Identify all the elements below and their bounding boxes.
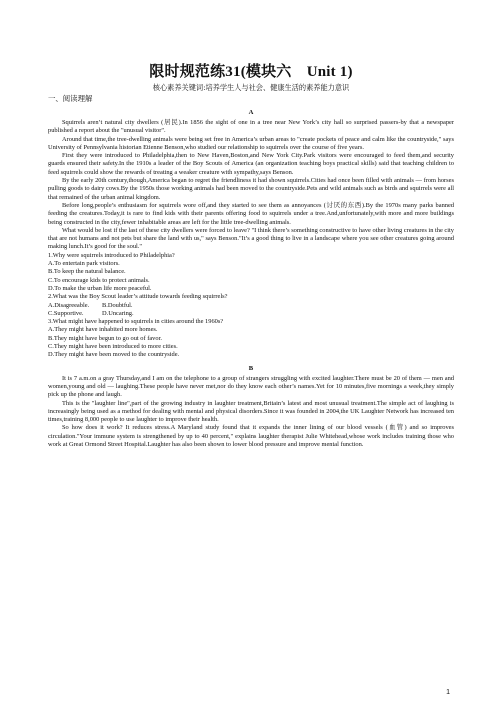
passage-a-paragraph-6: What would be lost if the last of these city dwellers were forced to leave? "I think there’s something constructive to have other living creatures in the city that are not humans and not pets but share the land with us," says Benson."It’s a good thing to live in a landscape where you see other creatures going around making lunch.It’s good for the soul.": [48, 226, 454, 251]
question-3-stem: 3.What might have happened to squirrels in cities around the 1960s?: [48, 318, 224, 326]
passage-b-paragraph-3: So how does it work? It reduces stress.A Maryland study found that it expands the inner lining of our blood vessels (血管) and so improves circulation."Your immune system is strengthened by up to 40 percent," explains laughter therapist Julie Whitehead,whose work includes training those who work at Great Ormond Street Hospital.Laughter has also been shown to lower blood pressure and improve mental function.: [48, 424, 454, 448]
passage-b-paragraph-1: It is 7 a.m.on a gray Thursday,and I am on the telephone to a group of strangers struggling with excited laughter.There must be 20 of them — men and women,young and old — laughing.These people have never met,nor do they know each other’s names.Yet for 10 minutes,five mornings a week,they simply pick up the phone and laugh.: [48, 374, 454, 399]
passage-a-paragraph-3: First they were introduced to Philadelphia,then to New Haven,Boston,and New York City.Park visitors were encouraged to feed them,and security guards ensured their safety.In the 1910s a leader of the Boy Scouts of America (an organization teaching boys practical skills) said that teaching children to feed squirrels could show the rewards of treating a weaker creature with sympathy,says Benson.: [48, 152, 454, 176]
passage-a-paragraph-1: Squirrels aren’t natural city dwellers (居民).In 1856 the sight of one in a tree near New York’s city hall so surprised passers-by that a newspaper published a report about the "unusual visitor".: [48, 119, 454, 135]
page-subtitle: 核心素养关键词:培养学生人与社会、健康生活的素养能力意识: [152, 83, 350, 92]
question-3-option-d: D.They might have been moved to the countryside.: [48, 351, 180, 359]
passage-a-label: A: [248, 109, 254, 116]
question-1-option-b: B.To keep the natural balance.: [48, 268, 126, 276]
question-2-option-a: A.Disagreeable.: [48, 301, 90, 309]
passage-a-paragraph-4: By the early 20th century,though,America began to regret the friendliness it had shown squirrels.Cities had once been filled with animals — from horses pulling goods to dairy cows.By the 1950s those working animals had been moved to the countryside.Pets and wild animals such as birds and squirrels were all that remained of the urban animal kingdom.: [48, 177, 454, 201]
question-3-option-b: B.They might have begun to go out of favor.: [48, 334, 162, 342]
question-2-option-c: C.Supportive.: [48, 309, 84, 317]
page-title: 限时规范练31(模块六 Unit 1): [149, 64, 353, 80]
question-1-stem: 1.Why were squirrels introduced to Philadelphia?: [48, 251, 175, 259]
page-number: 1: [446, 689, 450, 696]
question-2-options-row-2: [48, 310, 454, 318]
question-2-option-b: B.Doubtful.: [102, 301, 133, 309]
question-3-option-a: A.They might have inhabited more homes.: [48, 326, 158, 334]
document-content: [48, 63, 454, 449]
passage-a-paragraph-5: Before long,people’s enthusiasm for squirrels wore off,and they started to see them as annoyances (讨厌的东西).By the 1970s many parks banned feeding the creatures.Today,it is rare to find kids with their parents offering food to squirrels under a tree.And,unfortunately,with more and more buildings being constructed in the city,fewer inhabitable areas are left for the little tree-dwelling animals.: [48, 201, 454, 226]
question-1-option-c: C.To encourage kids to protect animals.: [48, 276, 150, 284]
question-2-options-row-1: [48, 302, 454, 310]
passage-b-label: B: [248, 364, 254, 372]
question-3-option-c: C.They might have been introduced to more cities.: [48, 343, 178, 351]
section-heading: 一、阅读理解: [48, 94, 93, 103]
passage-b-paragraph-2: This is the "laughter line",part of the growing industry in laughter treatment,Britain’s latest and most unusual treatment.The simple act of laughing is increasingly being used as a method for dealing with mental and physical disorders.Since it was founded in 2004,the UK Laughter Network has increased ten times,training 8,000 people to use laughter to improve their health.: [48, 399, 454, 424]
question-1-option-a: A.To entertain park visitors.: [48, 260, 120, 268]
question-2-stem: 2.What was the Boy Scout leader’s attitude towards feeding squirrels?: [48, 293, 228, 301]
question-1-option-d: D.To make the urban life more peaceful.: [48, 284, 152, 292]
question-2-option-d: D.Uncaring.: [102, 309, 134, 317]
passage-a-paragraph-2: Around that time,the tree-dwelling animals were being set free in America’s urban areas to "create pockets of peace and calm like the countryside," says University of Pennsylvania historian Etienne Benson,who studied our relationship to squirrels over the course of five years.: [48, 135, 454, 151]
